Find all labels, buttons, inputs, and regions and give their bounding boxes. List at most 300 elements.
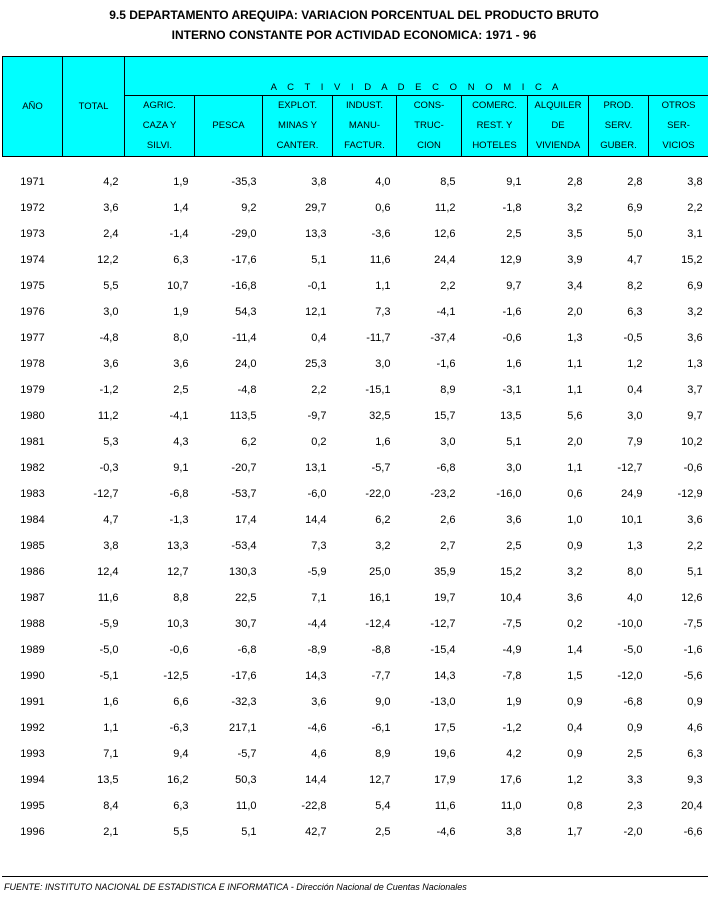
year-cell: 1991: [20, 696, 45, 708]
activity-cell: -4,9: [502, 644, 522, 656]
activity-cell: -17,6: [231, 254, 257, 266]
table-row: [3, 273, 708, 299]
activity-cell: 5,1: [241, 826, 257, 838]
activity-cell: 3,5: [567, 228, 583, 240]
activity-cell: 4,0: [375, 176, 391, 188]
activity-cell: 7,1: [311, 592, 327, 604]
activity-cell: 3,3: [627, 774, 643, 786]
activity-cell: -6,8: [237, 644, 257, 656]
total-cell: 1,6: [103, 696, 119, 708]
activity-cell: 3,6: [567, 592, 583, 604]
activity-cell: 24,9: [621, 488, 643, 500]
activity-cell: -35,3: [231, 176, 257, 188]
activity-cell: -3,1: [502, 384, 522, 396]
table-title-line-2: INTERNO CONSTANTE POR ACTIVIDAD ECONOMICA: 1971 - 96: [171, 28, 537, 42]
activity-cell: 5,1: [311, 254, 327, 266]
activity-cell: 13,3: [167, 540, 189, 552]
table-row: [3, 429, 708, 455]
activity-cell: -9,7: [307, 410, 327, 422]
activity-cell: -23,2: [430, 488, 456, 500]
header-activity-col: [195, 96, 263, 157]
header-year: AÑO: [3, 57, 63, 157]
activity-cell: 24,0: [235, 358, 257, 370]
activity-cell: 10,3: [167, 618, 189, 630]
source-note: FUENTE: INSTITUTO NACIONAL DE ESTADISTICA E INFORMATICA - Dirección Nacional de Cuentas Nacionales: [4, 882, 467, 892]
activity-cell: -6,6: [683, 826, 703, 838]
year-cell: 1987: [20, 592, 45, 604]
activity-cell: 22,5: [235, 592, 257, 604]
header-activity-col: [333, 96, 397, 157]
activity-cell: -8,9: [307, 644, 327, 656]
total-cell: 2,4: [103, 228, 119, 240]
table-row: [3, 455, 708, 481]
activity-cell: 8,0: [627, 566, 643, 578]
table-row: [3, 403, 708, 429]
activity-cell: 8,2: [627, 280, 643, 292]
activity-cell: 17,6: [500, 774, 522, 786]
activity-cell: 1,3: [567, 332, 583, 344]
activity-cell: 2,5: [506, 228, 522, 240]
activity-cell: 12,7: [369, 774, 391, 786]
header-line: MINAS Y: [278, 120, 317, 131]
activity-cell: -15,1: [365, 384, 391, 396]
year-cell: 1974: [20, 254, 45, 266]
total-cell: -1,2: [99, 384, 119, 396]
activity-cell: 0,4: [627, 384, 643, 396]
activity-cell: -15,4: [430, 644, 456, 656]
year-cell: 1983: [20, 488, 45, 500]
activity-cell: 24,4: [434, 254, 456, 266]
table-row: [3, 157, 708, 196]
activity-cell: 3,2: [687, 306, 703, 318]
activity-cell: 6,3: [687, 748, 703, 760]
activity-cell: 3,6: [687, 332, 703, 344]
activity-cell: 1,9: [173, 306, 189, 318]
header-line: ALQUILER: [534, 100, 582, 111]
table-row: [3, 351, 708, 377]
activity-cell: -17,6: [231, 670, 257, 682]
activity-cell: 1,1: [567, 462, 583, 474]
year-cell: 1993: [20, 748, 45, 760]
activity-cell: 2,5: [627, 748, 643, 760]
table-row: [3, 221, 708, 247]
activity-cell: -20,7: [231, 462, 257, 474]
table-title-line-1: 9.5 DEPARTAMENTO AREQUIPA: VARIACION PORCENTUAL DEL PRODUCTO BRUTO: [109, 8, 599, 22]
activity-cell: 2,6: [440, 514, 456, 526]
activity-cell: 1,7: [567, 826, 583, 838]
activity-cell: 15,2: [500, 566, 522, 578]
activity-cell: 12,6: [681, 592, 703, 604]
activity-cell: 5,4: [375, 800, 391, 812]
activity-cell: 3,6: [311, 696, 327, 708]
activity-cell: -7,8: [502, 670, 522, 682]
footer-divider: [2, 876, 708, 877]
table-row: [3, 637, 708, 663]
activity-cell: 4,6: [311, 748, 327, 760]
total-cell: 3,6: [103, 358, 119, 370]
activity-cell: 6,3: [173, 800, 189, 812]
activity-cell: 9,1: [173, 462, 189, 474]
table-row: [3, 559, 708, 585]
activity-cell: -32,3: [231, 696, 257, 708]
activity-cell: 1,3: [627, 540, 643, 552]
year-cell: 1980: [20, 410, 45, 422]
activity-cell: -37,4: [430, 332, 456, 344]
activity-cell: 3,0: [627, 410, 643, 422]
year-cell: 1986: [20, 566, 45, 578]
activity-cell: 17,5: [434, 722, 456, 734]
activity-cell: -22,8: [301, 800, 327, 812]
activity-cell: 19,7: [434, 592, 456, 604]
activity-cell: -6,3: [169, 722, 189, 734]
total-cell: -12,7: [93, 488, 119, 500]
header-line: VICIOS: [662, 140, 695, 151]
activity-cell: 4,3: [173, 436, 189, 448]
activity-cell: 8,9: [440, 384, 456, 396]
activity-cell: 2,2: [440, 280, 456, 292]
header-activity-col: [125, 96, 195, 157]
activity-cell: 3,8: [311, 176, 327, 188]
activity-cell: 14,4: [305, 514, 327, 526]
activity-cell: 14,3: [434, 670, 456, 682]
header-line: CANTER.: [276, 140, 319, 151]
activity-cell: 1,3: [687, 358, 703, 370]
activity-cell: 3,2: [375, 540, 391, 552]
activity-cell: 11,2: [434, 202, 456, 214]
total-cell: -0,3: [99, 462, 119, 474]
activity-cell: 50,3: [235, 774, 257, 786]
activity-cell: -8,8: [371, 644, 391, 656]
activity-cell: 1,0: [567, 514, 583, 526]
table-row: [3, 741, 708, 767]
table-row: [3, 507, 708, 533]
activity-cell: 217,1: [228, 722, 257, 734]
activity-cell: 11,0: [500, 800, 522, 812]
header-line: MANU-: [348, 120, 381, 131]
activity-cell: 1,4: [173, 202, 189, 214]
year-cell: 1989: [20, 644, 45, 656]
activity-cell: 1,6: [506, 358, 522, 370]
activity-cell: -6,8: [436, 462, 456, 474]
activity-cell: 17,9: [434, 774, 456, 786]
activity-cell: 6,2: [241, 436, 257, 448]
year-cell: 1988: [20, 618, 45, 630]
activity-cell: -6,0: [307, 488, 327, 500]
activity-cell: -5,7: [371, 462, 391, 474]
activity-cell: 20,4: [681, 800, 703, 812]
activity-cell: 19,6: [434, 748, 456, 760]
activity-cell: -5,6: [683, 670, 703, 682]
total-cell: 1,1: [103, 722, 119, 734]
header-activity-col: [649, 96, 708, 157]
activity-cell: 2,2: [687, 540, 703, 552]
activity-cell: -11,7: [366, 332, 391, 344]
activity-cell: 11,6: [434, 800, 456, 812]
header-line: CAZA Y: [142, 120, 177, 131]
activity-cell: 9,7: [506, 280, 522, 292]
activity-cell: 0,2: [311, 436, 327, 448]
total-cell: 3,0: [103, 306, 119, 318]
total-cell: 12,2: [97, 254, 119, 266]
total-cell: 3,8: [103, 540, 119, 552]
activity-cell: 7,3: [375, 306, 391, 318]
activity-cell: 1,1: [375, 280, 391, 292]
activity-cell: -1,4: [169, 228, 189, 240]
activity-cell: 25,0: [369, 566, 391, 578]
activity-cell: 32,5: [369, 410, 391, 422]
total-cell: 2,1: [103, 826, 119, 838]
header-line: CONS-: [413, 100, 445, 111]
activity-cell: 2,7: [440, 540, 456, 552]
activity-cell: -1,8: [502, 202, 522, 214]
header-line: PROD.: [603, 100, 634, 111]
year-cell: 1976: [20, 306, 45, 318]
activity-cell: -0,5: [623, 332, 643, 344]
table-row: [3, 767, 708, 793]
activity-cell: 0,9: [567, 696, 583, 708]
table-row: [3, 585, 708, 611]
header-line: SER-: [667, 120, 690, 131]
activity-cell: 3,8: [687, 176, 703, 188]
activity-cell: 13,1: [305, 462, 327, 474]
activity-cell: 2,0: [567, 306, 583, 318]
activity-cell: 8,9: [375, 748, 391, 760]
activity-cell: 2,5: [173, 384, 189, 396]
activity-cell: 2,2: [311, 384, 327, 396]
activity-cell: 42,7: [305, 826, 327, 838]
activity-cell: 10,2: [681, 436, 703, 448]
activity-cell: 9,4: [173, 748, 189, 760]
year-cell: 1994: [20, 774, 45, 786]
activity-cell: 0,4: [567, 722, 583, 734]
header-economic-activity: A C T I V I D A D E C O N O M I C A: [125, 57, 708, 96]
activity-cell: -12,5: [163, 670, 189, 682]
header-line: CION: [417, 140, 441, 151]
header-line: OTROS: [661, 100, 696, 111]
table-row: [3, 481, 708, 507]
total-cell: -5,1: [99, 670, 119, 682]
activity-cell: 5,5: [173, 826, 189, 838]
activity-cell: 12,6: [434, 228, 456, 240]
activity-cell: 4,2: [506, 748, 522, 760]
activity-cell: 1,2: [567, 774, 583, 786]
activity-cell: 3,7: [687, 384, 703, 396]
table-row: [3, 611, 708, 637]
header-line: PESCA: [212, 120, 245, 131]
activity-cell: 11,0: [235, 800, 257, 812]
activity-cell: 9,1: [506, 176, 522, 188]
activity-cell: -53,7: [231, 488, 257, 500]
year-cell: 1984: [20, 514, 45, 526]
activity-cell: 1,5: [567, 670, 583, 682]
activity-cell: 4,0: [627, 592, 643, 604]
year-cell: 1985: [20, 540, 45, 552]
activity-cell: -7,5: [502, 618, 522, 630]
activity-cell: 4,7: [627, 254, 643, 266]
activity-cell: -11,4: [232, 332, 257, 344]
total-cell: 3,6: [103, 202, 119, 214]
activity-cell: 13,3: [305, 228, 327, 240]
header-line: REST. Y: [476, 120, 513, 131]
activity-cell: 9,7: [687, 410, 703, 422]
activity-cell: -3,6: [371, 228, 391, 240]
activity-cell: 1,4: [567, 644, 583, 656]
activity-cell: -12,0: [617, 670, 643, 682]
activity-cell: -7,7: [371, 670, 391, 682]
activity-cell: -22,0: [365, 488, 391, 500]
year-cell: 1990: [20, 670, 45, 682]
activity-cell: -5,9: [307, 566, 327, 578]
activity-cell: -4,8: [237, 384, 257, 396]
header-line: SERV.: [604, 120, 633, 131]
total-cell: 4,7: [103, 514, 119, 526]
activity-cell: 14,3: [305, 670, 327, 682]
activity-cell: -4,6: [436, 826, 456, 838]
activity-cell: 0,9: [687, 696, 703, 708]
year-cell: 1996: [20, 826, 45, 838]
activity-cell: 6,9: [627, 202, 643, 214]
activity-cell: 0,4: [311, 332, 327, 344]
activity-cell: -0,1: [307, 280, 327, 292]
activity-cell: -5,0: [623, 644, 643, 656]
activity-cell: 35,9: [434, 566, 456, 578]
activity-cell: 7,3: [311, 540, 327, 552]
activity-cell: 29,7: [305, 202, 327, 214]
activity-cell: 2,5: [506, 540, 522, 552]
activity-cell: 15,7: [434, 410, 456, 422]
activity-cell: 2,8: [567, 176, 583, 188]
total-cell: -5,0: [99, 644, 119, 656]
activity-cell: 1,1: [567, 384, 583, 396]
activity-cell: 10,4: [500, 592, 522, 604]
table-row: [3, 299, 708, 325]
activity-cell: 16,2: [167, 774, 189, 786]
activity-cell: 3,0: [440, 436, 456, 448]
total-cell: -4,8: [99, 332, 119, 344]
activity-cell: 2,8: [627, 176, 643, 188]
activity-cell: 1,9: [173, 176, 189, 188]
activity-cell: 0,6: [567, 488, 583, 500]
activity-cell: 3,2: [567, 202, 583, 214]
activity-cell: 10,1: [621, 514, 643, 526]
activity-cell: 6,6: [173, 696, 189, 708]
activity-cell: 0,9: [627, 722, 643, 734]
year-cell: 1981: [20, 436, 45, 448]
activity-cell: 2,0: [567, 436, 583, 448]
activity-cell: 6,3: [173, 254, 189, 266]
activity-cell: 4,6: [687, 722, 703, 734]
activity-cell: -4,6: [307, 722, 327, 734]
total-cell: 11,6: [97, 592, 119, 604]
activity-cell: 8,8: [173, 592, 189, 604]
year-cell: 1979: [20, 384, 45, 396]
header-line: EXPLOT.: [277, 100, 318, 111]
header-activity-col: [462, 96, 528, 157]
table-row: [3, 793, 708, 819]
total-cell: -5,9: [99, 618, 119, 630]
gdp-variation-table: [2, 56, 708, 845]
header-activity-col: [589, 96, 649, 157]
activity-cell: 130,3: [228, 566, 257, 578]
activity-cell: 10,7: [167, 280, 189, 292]
activity-cell: 5,1: [687, 566, 703, 578]
activity-cell: -6,1: [371, 722, 391, 734]
activity-cell: 6,9: [687, 280, 703, 292]
header-line: COMERC.: [472, 100, 517, 111]
year-cell: 1975: [20, 280, 45, 292]
activity-cell: -16,0: [496, 488, 522, 500]
header-line: GUBER.: [600, 140, 637, 151]
activity-cell: 13,5: [500, 410, 522, 422]
activity-cell: -6,8: [169, 488, 189, 500]
activity-cell: 3,1: [687, 228, 703, 240]
activity-cell: -12,7: [430, 618, 456, 630]
activity-cell: 8,0: [173, 332, 189, 344]
activity-cell: 11,6: [369, 254, 391, 266]
activity-cell: 3,9: [567, 254, 583, 266]
activity-cell: 14,4: [305, 774, 327, 786]
activity-cell: 25,3: [305, 358, 327, 370]
activity-cell: 3,0: [506, 462, 522, 474]
activity-cell: -29,0: [231, 228, 257, 240]
activity-cell: -12,9: [677, 488, 703, 500]
activity-cell: 3,6: [506, 514, 522, 526]
activity-cell: 0,2: [567, 618, 583, 630]
activity-cell: -1,3: [169, 514, 189, 526]
activity-cell: 54,3: [235, 306, 257, 318]
header-line: FACTUR.: [344, 140, 385, 151]
activity-cell: 7,9: [627, 436, 643, 448]
year-cell: 1973: [20, 228, 45, 240]
activity-cell: 12,9: [500, 254, 522, 266]
activity-cell: 0,9: [567, 540, 583, 552]
activity-cell: 16,1: [369, 592, 391, 604]
activity-cell: 0,9: [567, 748, 583, 760]
table-row: [3, 689, 708, 715]
activity-cell: 1,6: [375, 436, 391, 448]
total-cell: 4,2: [103, 176, 119, 188]
header-activity-col: [263, 96, 333, 157]
total-cell: 7,1: [103, 748, 119, 760]
header-line: HOTELES: [472, 140, 517, 151]
header-line: VIVIENDA: [535, 140, 581, 151]
header-activity-col: [528, 96, 589, 157]
activity-cell: -4,1: [436, 306, 456, 318]
table-row: [3, 663, 708, 689]
header-activity-col: [397, 96, 462, 157]
table-row: [3, 533, 708, 559]
activity-cell: -10,0: [617, 618, 643, 630]
activity-cell: -6,8: [623, 696, 643, 708]
header-line: SILVI.: [146, 140, 173, 151]
activity-cell: 30,7: [235, 618, 257, 630]
table-row: [3, 247, 708, 273]
activity-cell: 6,2: [375, 514, 391, 526]
year-cell: 1982: [20, 462, 45, 474]
activity-cell: 3,2: [567, 566, 583, 578]
activity-cell: -12,4: [365, 618, 391, 630]
table-row: [3, 819, 708, 845]
header-line: DE: [551, 120, 565, 131]
activity-cell: 3,6: [173, 358, 189, 370]
activity-cell: -1,6: [683, 644, 703, 656]
activity-cell: 0,6: [375, 202, 391, 214]
activity-cell: 5,6: [567, 410, 583, 422]
activity-cell: 5,1: [506, 436, 522, 448]
table-row: [3, 715, 708, 741]
total-cell: 12,4: [97, 566, 119, 578]
activity-cell: -1,6: [502, 306, 522, 318]
